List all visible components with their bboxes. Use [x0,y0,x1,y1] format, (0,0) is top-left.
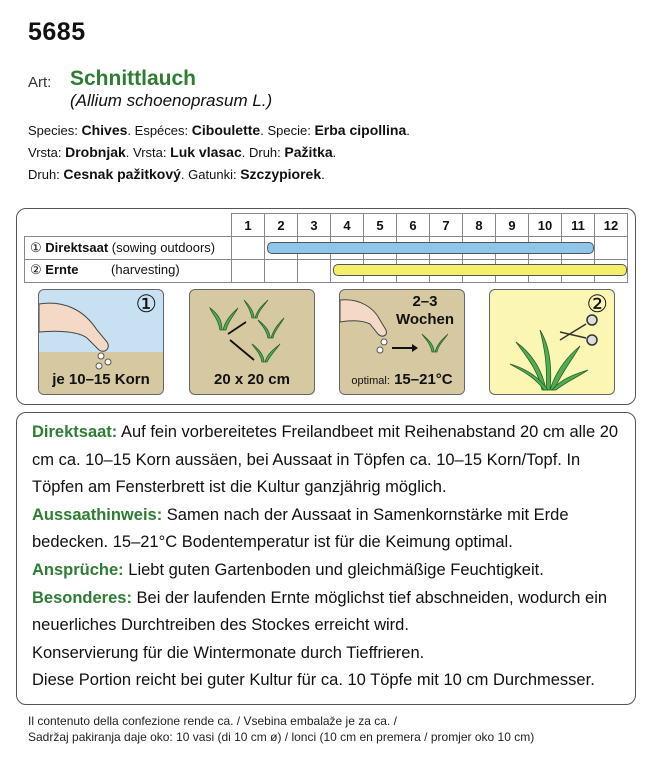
weeks-label: 2–3 Wochen [395,293,454,328]
art-label: Art: [28,74,52,91]
instruction-direktsaat: Direktsaat: Auf fein vorbereitetes Freilandbeet mit Reihenabstand 20 cm alle 20 cm ca. 10–15 Korn aussäen, bei Aussaat in Töpfen ca. 10–15 Korn/Topf. In Töpfen am Fensterbrett ist die Kultur ganzjährig möglich. [32,423,619,497]
harvest-row-label: ② Ernte (harvesting) [30,262,180,277]
instructions-text [32,419,632,695]
month-7: 7 [430,214,463,237]
seeds-caption: je 10–15 Korn [52,371,150,388]
month-5: 5 [364,214,397,237]
instruction-besonderes: Besonderes: Bei der laufenden Ernte möglichst tief abschneiden, wodurch ein neuerliches Durchtreiben des Stockes erreicht wird. [32,588,608,635]
instruction-aussaathinweis: Aussaathinweis: Samen nach der Aussaat in Samenkornstärke mit Erde bedecken. 15–21°C Bodentemperatur ist für die Keimung optimal. [32,505,569,552]
harvest-period-bar [333,264,627,276]
month-12: 12 [595,214,628,237]
instruction-portion: Diese Portion reicht bei guter Kultur für ca. 10 Töpfe mit 10 cm Durchmesser. [32,671,595,690]
badge-2: ② [586,291,608,318]
month-3: 3 [298,214,331,237]
instruction-ansprueche: Ansprüche: Liebt guten Gartenboden und gleichmäßige Feuchtigkeit. [32,560,544,579]
product-code: 5685 [28,18,86,46]
footer-note: Il contenuto della confezione rende ca. / Vsebina embalaže je za ca. / Sadržaj pakiranja daje oko: 10 vasi (di 10 cm ø) / lonci (10 cm en premera / promjer oko 10 cm) [28,714,535,744]
instruction-konservierung: Konservierung für die Wintermonate durch Tieffrieren. [32,643,425,662]
pictogram-harvest [489,289,615,395]
plant-name: Schnittlauch [70,67,197,90]
spacing-caption: 20 x 20 cm [214,371,290,388]
month-1: 1 [232,214,265,237]
month-9: 9 [496,214,529,237]
latin-name: (Allium schoenoprasum L.) [70,91,273,110]
badge-1: ① [135,291,157,318]
calendar-header-row [25,214,628,237]
pictogram-seeds-per-spot [38,289,164,395]
species-line-1: Species: Chives. Espéces: Ciboulette. Specie: Erba cipollina. [28,122,410,138]
pictogram-spacing [189,289,315,395]
month-11: 11 [562,214,595,237]
pictogram-germination [339,289,465,395]
month-8: 8 [463,214,496,237]
sowing-row-label: ① Direktsaat (sowing outdoors) [30,240,216,255]
month-2: 2 [265,214,298,237]
species-line-2: Vrsta: Drobnjak. Vrsta: Luk vlasac. Druh: Pažitka. [28,144,337,160]
temperature-caption: optimal: 15–21°C [351,371,453,388]
month-4: 4 [331,214,364,237]
month-10: 10 [529,214,562,237]
month-6: 6 [397,214,430,237]
sowing-period-bar [267,242,594,254]
species-line-3: Druh: Cesnak pažitkový. Gatunki: Szczypiorek. [28,166,325,182]
